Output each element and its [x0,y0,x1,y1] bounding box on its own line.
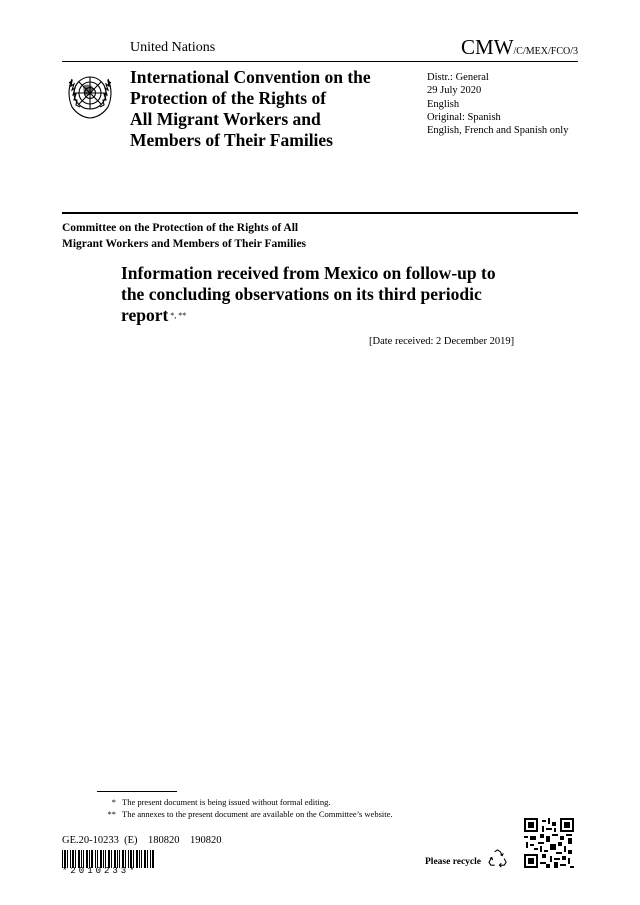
footnote-mark: ** [107,809,116,819]
header-rule [62,61,578,62]
footnote [90,797,330,808]
symbol-suffix: /C/MEX/FCO/3 [513,46,578,57]
footnote-mark: * [111,797,116,807]
qr-code [524,818,574,868]
organization-name: United Nations [130,40,216,55]
document-title [121,263,541,326]
un-emblem-icon [63,67,117,121]
footnote [90,809,393,820]
footnote-reference[interactable]: *, ** [170,311,187,320]
recycle-icon [487,848,508,869]
symbol-main: CMW [461,35,514,59]
document-title-line: the concluding observations on its third periodic [121,284,482,304]
committee-line: Migrant Workers and Members of Their Families [62,238,307,250]
date-received: [Date received: 2 December 2019] [369,336,515,347]
document-title-line: Information received from Mexico on follow-up to [121,263,496,283]
committee-line: Committee on the Protection of the Rights of All [62,222,299,234]
convention-title-line: Members of Their Families [130,130,333,150]
footnote-text: The annexes to the present document are available on the Committee’s website. [122,809,393,819]
job-number: GE.20-10233 (E) 180820 190820 [62,835,222,846]
distribution-line: English [427,98,460,110]
document-title-word: report [121,305,169,325]
barcode-number: *2010233* [62,866,138,876]
distribution-line: English, French and Spanish only [427,125,569,137]
distribution-line: Original: Spanish [427,111,501,123]
section-rule [62,212,578,214]
committee-name [62,220,382,252]
recycle-label: Please recycle [425,857,481,867]
distribution-date: 29 July 2020 [427,85,482,97]
footnote-rule [97,791,177,792]
document-title-last-line [121,305,541,326]
convention-title-line: All Migrant Workers and [130,109,321,129]
convention-title-line: International Convention on the [130,67,371,87]
document-symbol [461,35,578,60]
convention-title [130,67,400,151]
distribution-line: Distr.: General [427,72,489,83]
distribution-block [427,71,568,137]
footnote-text: The present document is being issued without formal editing. [122,797,331,807]
convention-title-line: Protection of the Rights of [130,88,327,108]
